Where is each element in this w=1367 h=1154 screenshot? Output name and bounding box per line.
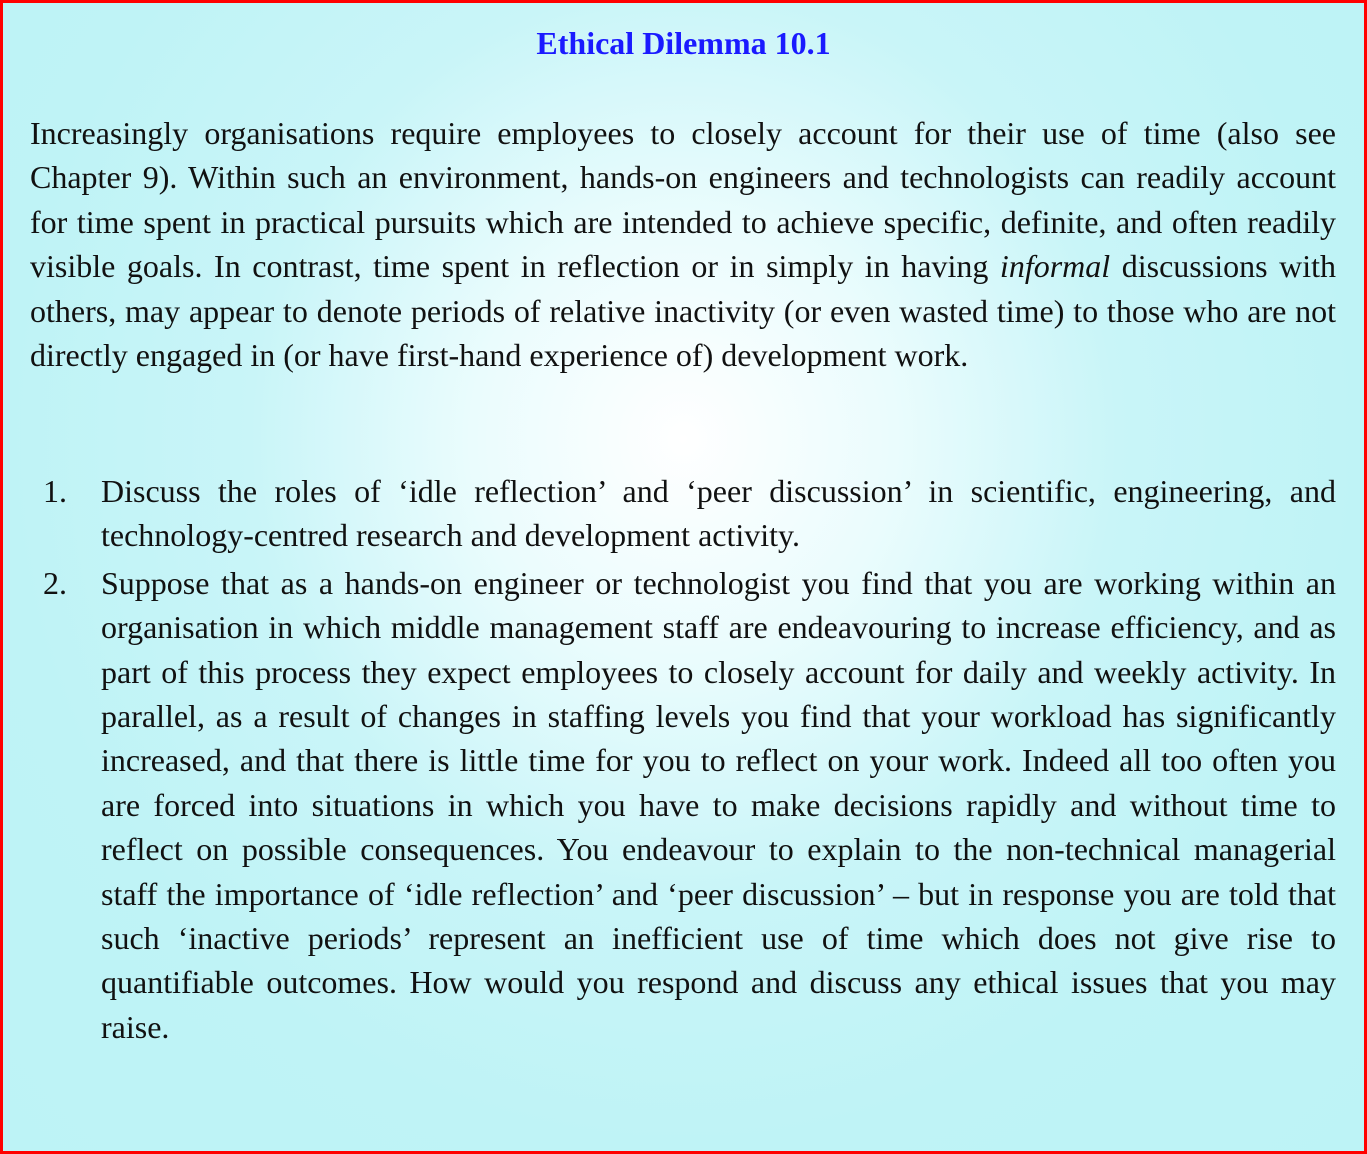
question-number: 2.: [43, 564, 67, 601]
question-text: Suppose that as a hands-on engineer or technologist you find that you are working within an organisation in which middle management staff are endeavouring to increase efficiency, and as part of this process they expect employees to closely account for daily and weekly activity. In parallel, as a result of changes in staffing levels you find that your workload has significantly increased, and that there is little time for you to reflect on your work. Indeed all too often you are forced into situations in which you have to make decisions rapidly and without time to reflect on possible consequences. You endeavour to explain to the non-technical managerial staff the importance of ‘idle reflection’ and ‘peer discussion’ – but in response you are told that such ‘inactive periods’ represent an inefficient use of time which does not give rise to quantifiable outcomes. How would you respond and discuss any ethical issues that you may raise.: [101, 564, 1336, 1045]
intro-paragraph: [30, 111, 1336, 377]
list-item: [30, 469, 1336, 558]
question-text: Discuss the roles of ‘idle reflection’ and ‘peer discussion’ in scientific, engineering, and technology-centred research and development activity.: [101, 473, 1336, 554]
intro-text-start: Increasingly organisations require employees to closely account for their use of time (also see Chapter 9). Within such an environment, hands-on engineers and technologists can readily account for time spent in practical pursuits which are intended to achieve specific, definite, and often readily visible goals. In contrast, time spent in reflection or in simply in having: [30, 115, 1336, 285]
intro-italic-word: informal: [999, 248, 1111, 285]
question-number: 1.: [43, 473, 67, 509]
intro-text-end: discussions with others, may appear to denote periods of relative inactivity (or even wasted time) to those who are not directly engaged in (or have first-hand experience of) development work.: [30, 248, 1337, 374]
list-item: [30, 561, 1336, 1049]
question-list: [30, 469, 1336, 1049]
box-title: Ethical Dilemma 10.1: [536, 25, 831, 61]
